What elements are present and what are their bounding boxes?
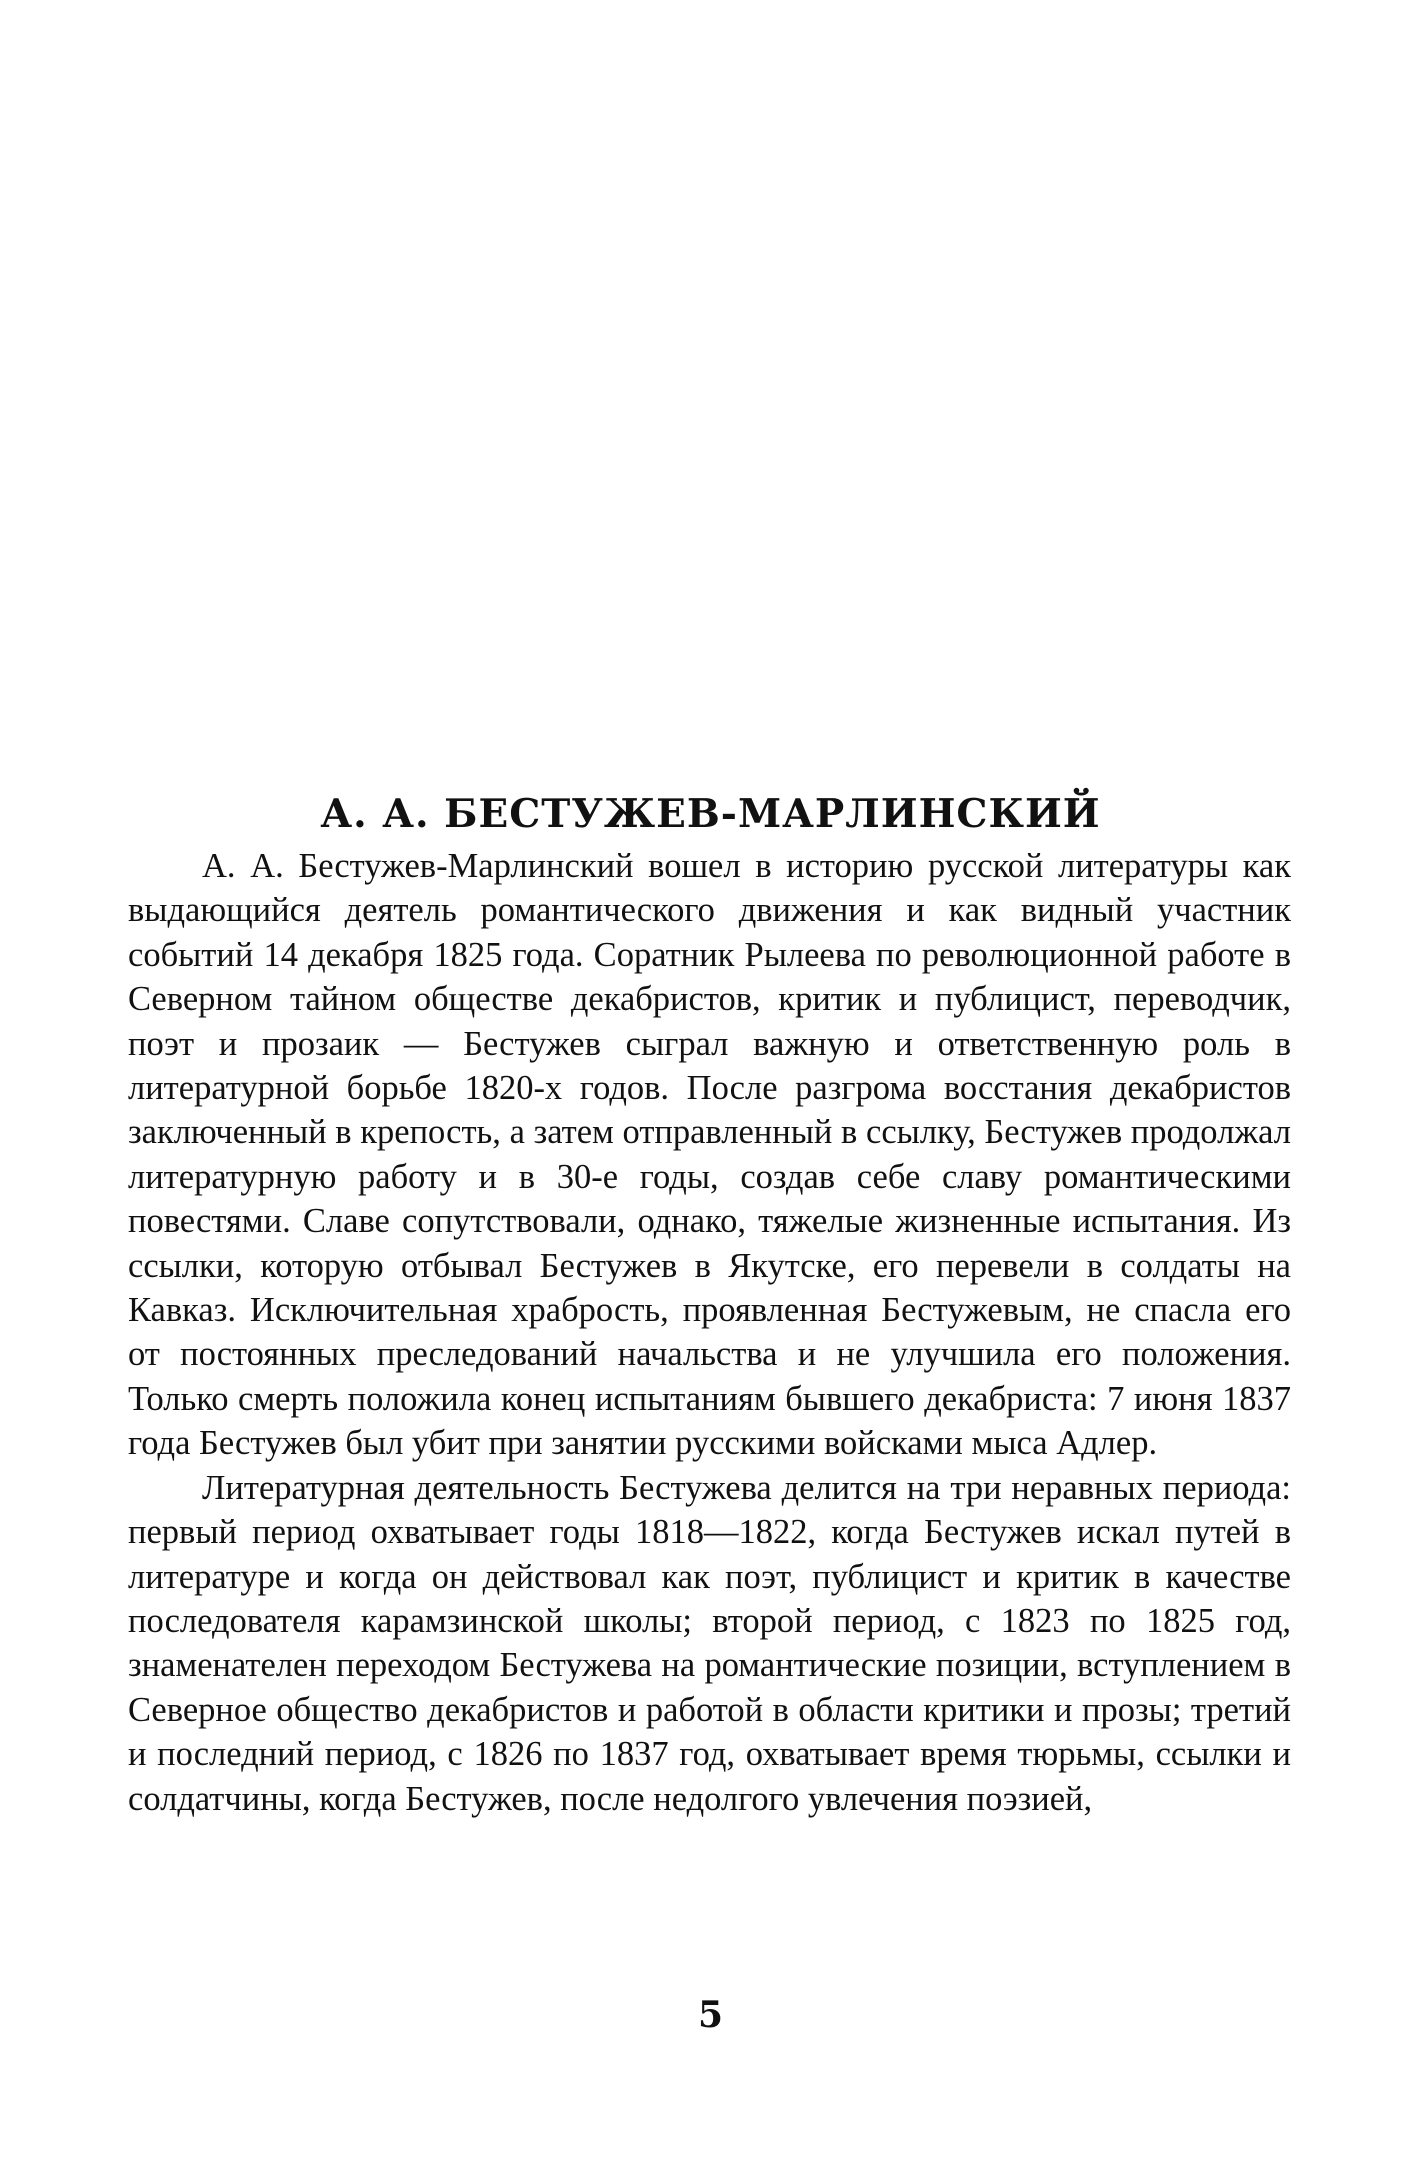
page-number: 5 [697,1994,724,2036]
body-text [128,844,1291,1821]
paragraph-1: А. А. Бестужев-Марлинский вошел в историю русской литературы как выдающийся деятель романтического движения и как видный участник событий 14 декабря 1825 года. Соратник Рылеева по революционной работе в Северном тайном обществе декабристов, критик и публицист, переводчик, поэт и прозаик — Бестужев сыграл важную и ответственную роль в литературной борьбе 1820-х годов. После разгрома восстания декабристов заключенный в крепость, а затем отправленный в ссылку, Бестужев продолжал литературную работу и в 30-е годы, создав себе славу романтическими повестями. Славе сопутствовали, однако, тяжелые жизненные испытания. Из ссылки, которую отбывал Бестужев в Якутске, его перевели в солдаты на Кавказ. Исключительная храбрость, проявленная Бестужевым, не спасла его от постоянных преследований начальства и не улучшила его положения. Только смерть положила конец испытаниям бывшего декабриста: 7 июня 1837 года Бестужев был убит при занятии русскими войсками мыса Адлер. [128,847,1291,1463]
paragraph-2: Литературная деятельность Бестужева делится на три неравных периода: первый период охватывает годы 1818—1822, когда Бестужев искал путей в литературе и когда он действовал как поэт, публицист и критик в качестве последователя карамзинской школы; второй период, с 1823 по 1825 год, знаменателен переходом Бестужева на романтические позиции, вступлением в Северное общество декабристов и работой в области критики и прозы; третий и последний период, с 1826 по 1837 год, охватывает время тюрьмы, ссылки и солдатчины, когда Бестужев, после недолгого увлечения поэзией, [128,1468,1291,1818]
chapter-title: А. А. БЕСТУЖЕВ-МАРЛИНСКИЙ [320,791,1101,838]
